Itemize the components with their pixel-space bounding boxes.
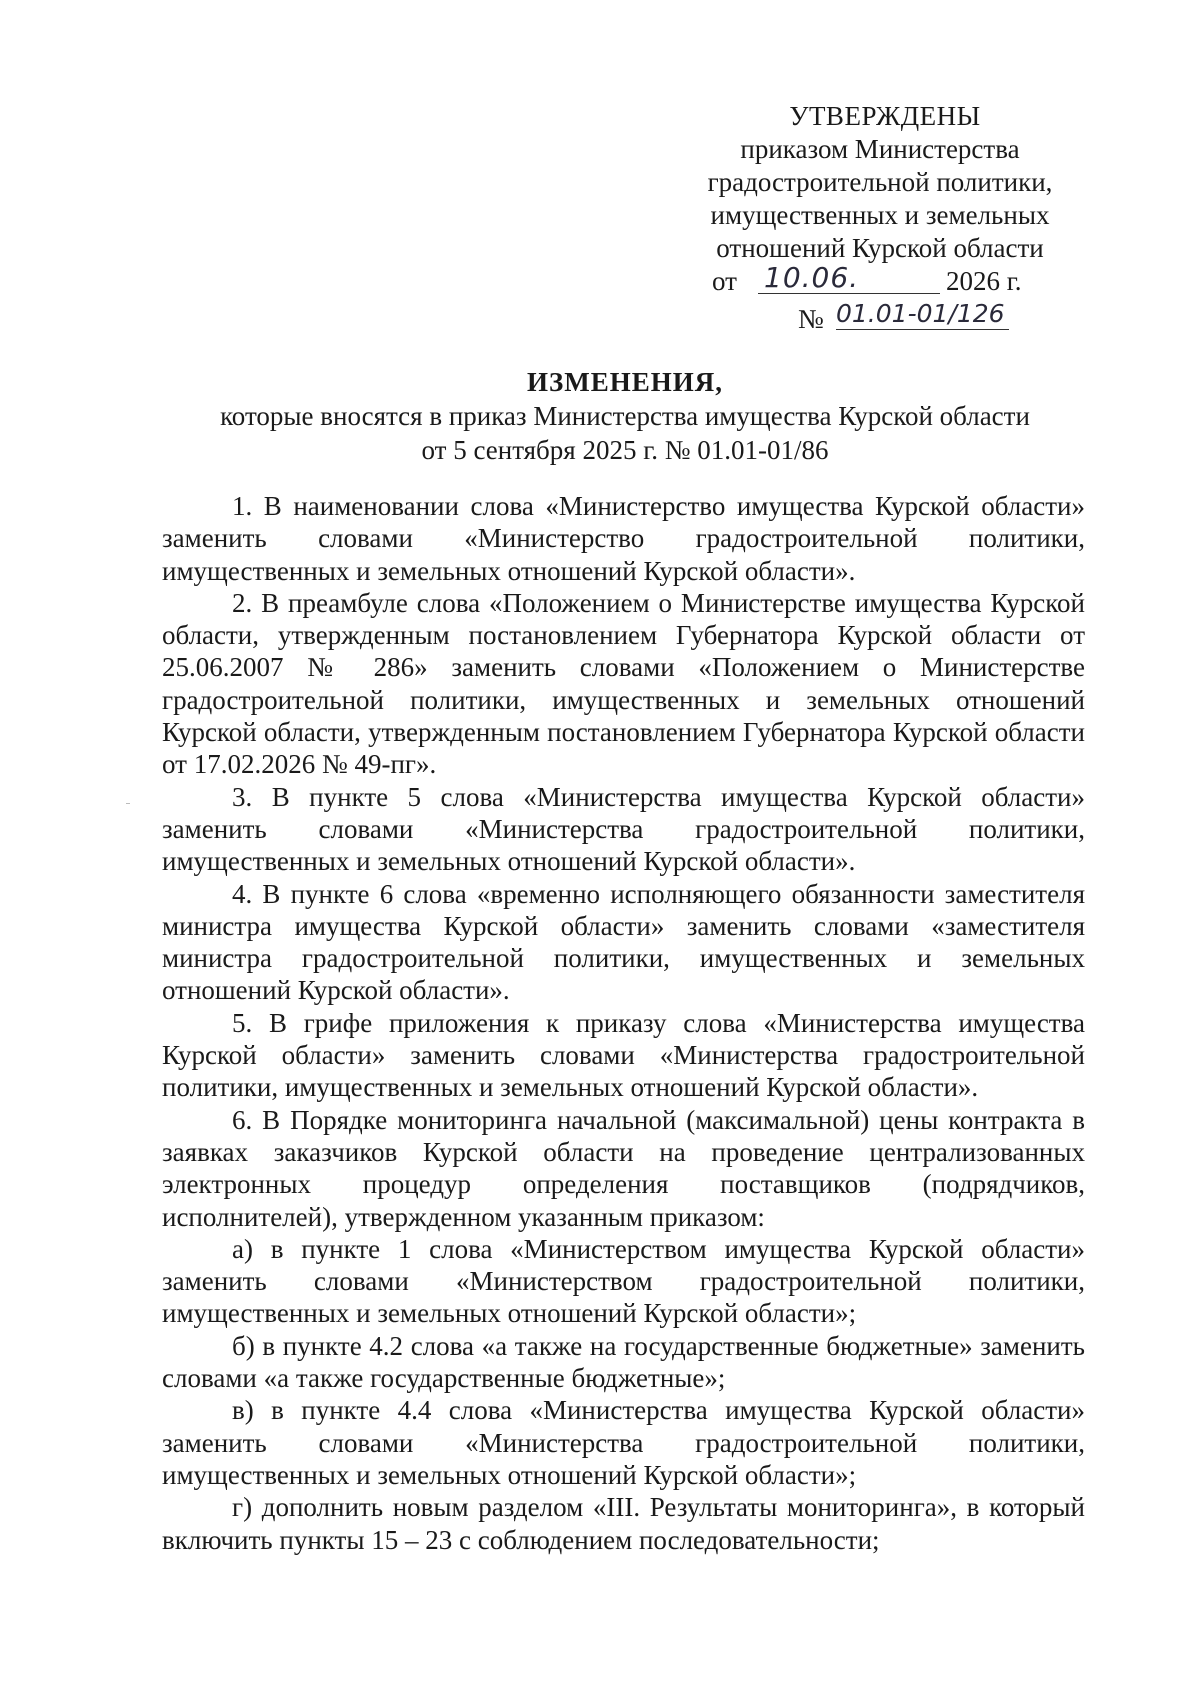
paragraph-5: 5. В грифе приложения к приказу слова «Министерства имущества Курской области» заменить словами «Министерства градостроительной политики, имущественных и земельных отношений Курской области». [162,1007,1085,1103]
subparagraph-a: а) в пункте 1 слова «Министерством имущества Курской области» заменить словами «Министерством градостроительной политики, имущественных и земельных отношений Курской области»; [162,1233,1085,1329]
paragraph-6: 6. В Порядке мониторинга начальной (максимальной) цены контракта в заявках заказчиков Курской области на проведение централизованных электронных процедур определения поставщиков (подрядчиков, исполнителей), утвержденном указанным приказом: [162,1104,1085,1232]
date-prefix: от [712,266,737,296]
handwritten-number: 01.01-01/126 [836,299,1009,330]
approval-date-row [690,261,1090,301]
approval-title: УТВЕРЖДЕНЫ [789,101,981,131]
document-body [162,490,1085,1556]
document-heading [160,365,1090,467]
approval-line: имущественных и земельных [710,200,1050,230]
subparagraph-g: г) дополнить новым разделом «III. Результаты мониторинга», в который включить пункты 15 – 23 с соблюдением последовательности; [162,1492,1085,1555]
number-prefix: № [798,304,824,334]
date-year: 2026 г. [946,266,1022,296]
subparagraph-v: в) в пункте 4.4 слова «Министерства имущества Курской области» заменить словами «Министерства градостроительной политики, имущественных и земельных отношений Курской области»; [162,1395,1085,1490]
approval-number-row [690,301,1090,337]
subparagraph-b: б) в пункте 4.2 слова «а также на государственные бюджетные» заменить словами «а также государственные бюджетные»; [162,1330,1085,1394]
paragraph-3: 3. В пункте 5 слова «Министерства имущества Курской области» заменить словами «Министерства градостроительной политики, имущественных и земельных отношений Курской области». [162,781,1085,877]
document-subtitle: которые вносятся в приказ Министерства имущества Курской области [220,401,1030,431]
approval-stamp-block [690,100,1090,337]
approval-line: отношений Курской области [716,233,1044,263]
document-title: ИЗМЕНЕНИЯ, [526,367,723,397]
handwritten-date: 10.06. [764,261,860,294]
approval-line: градостроительной политики, [707,167,1053,197]
approval-line: приказом Министерства [740,134,1020,164]
paragraph-1: 1. В наименовании слова «Министерство имущества Курской области» заменить словами «Министерство градостроительной политики, имущественных и земельных отношений Курской области». [162,491,1085,586]
document-subtitle-date: от 5 сентября 2025 г. № 01.01-01/86 [421,435,829,465]
paragraph-4: 4. В пункте 6 слова «временно исполняющего обязанности заместителя министра имущества Курской области» заменить словами «заместителя министра градостроительной политики, имущественных и земельных отношений Курской области». [162,878,1085,1006]
paragraph-2: 2. В преамбуле слова «Положением о Министерстве имущества Курской области, утвержденным постановлением Губернатора Курской области от 25.06.2007 № 286» заменить словами «Положением о Министерстве градостроительной политики, имущественных и земельных отношений Курской области, утвержденным постановлением Губернатора Курской области от 17.02.2026 № 49-пг». [162,587,1085,780]
scan-artifact [126,803,130,804]
